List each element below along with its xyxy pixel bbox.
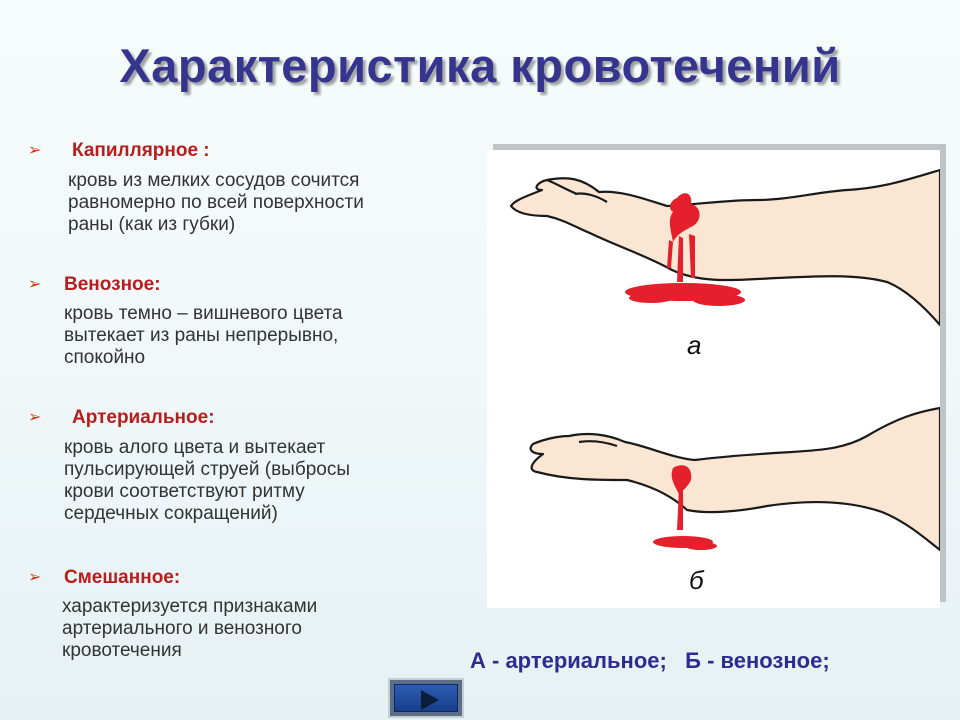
arrow-bullet-icon: ➢ <box>28 276 42 293</box>
item-heading: Капиллярное : <box>72 140 210 161</box>
next-button-face[interactable] <box>394 684 458 712</box>
arrow-bullet-icon: ➢ <box>28 142 42 159</box>
page-title: Характеристика кровотечений <box>119 39 841 92</box>
arrow-bullet-icon: ➢ <box>28 569 42 586</box>
bleeding-illustration <box>487 150 940 608</box>
item-description: кровь из мелких сосудов сочится равномерно по всей поверхности раны (как из губки) <box>68 170 364 235</box>
figure-panel <box>487 150 940 608</box>
figure-label-a: а <box>687 330 702 360</box>
item-description: кровь темно – вишневого цвета вытекает из раны непрерывно, спокойно <box>64 303 343 368</box>
item-description: характеризуется признаками артериального и венозного кровотечения <box>62 596 318 661</box>
item-heading: Смешанное: <box>64 567 181 588</box>
item-heading: Венозное: <box>64 274 161 295</box>
arrow-bullet-icon: ➢ <box>28 409 42 426</box>
arm-b-image <box>531 408 940 550</box>
figure-label-b: б <box>689 565 704 595</box>
item-description: кровь алого цвета и вытекает пульсирующей струей (выбросы крови соответствуют ритму сердечных сокращений) <box>64 437 351 524</box>
figure-caption: А - артериальное; Б - венозное; <box>470 648 830 673</box>
arms-drawing <box>487 150 940 608</box>
next-slide-button[interactable] <box>388 678 464 718</box>
play-next-icon <box>395 685 461 715</box>
item-heading: Артериальное: <box>72 407 215 428</box>
